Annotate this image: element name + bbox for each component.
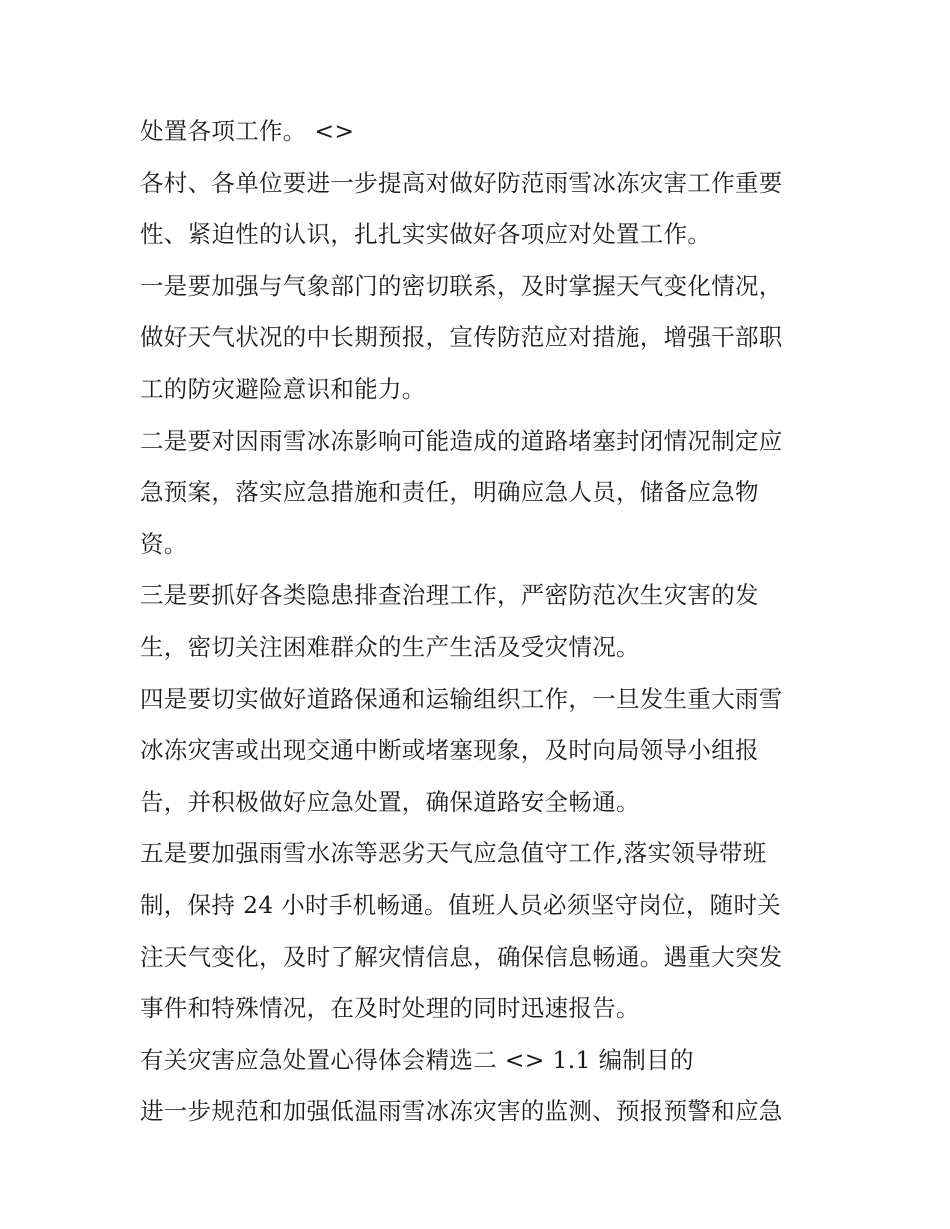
text-line: 五是要加强雨雪水冻等恶劣天气应急值守工作,落实领导带班 <box>140 839 767 868</box>
text-line: 一是要加强与气象部门的密切联系，及时掌握天气变化情况， <box>140 271 783 300</box>
text-line: 资。 <box>140 529 188 558</box>
text-line: 告，并积极做好应急处置，确保道路安全畅通。 <box>140 787 640 816</box>
text-line: 进一步规范和加强低温雨雪冰冻灾害的监测、预报预警和应急 <box>140 1097 783 1126</box>
text-line: 处置各项工作。 <> <box>140 117 355 145</box>
document-body <box>140 106 820 1138</box>
text-line: 工的防灾避险意识和能力。 <box>140 374 426 403</box>
text-line: 生，密切关注困难群众的生产生活及受灾情况。 <box>140 632 640 661</box>
text-line: 急预案，落实应急措施和责任，明确应急人员，储备应急物 <box>140 478 759 507</box>
text-line: 各村、各单位要进一步提高对做好防范雨雪冰冻灾害工作重要 <box>140 168 783 197</box>
text-line: 二是要对因雨雪冰冻影响可能造成的道路堵塞封闭情况制定应 <box>140 426 783 455</box>
text-line: 有关灾害应急处置心得体会精选二 <> 1.1 编制目的 <box>140 1045 694 1074</box>
text-line: 制，保持 24 小时手机畅通。值班人员必须坚守岗位，随时关 <box>140 890 782 919</box>
text-line: 冰冻灾害或出现交通中断或堵塞现象，及时向局领导小组报 <box>140 736 759 765</box>
text-line: 做好天气状况的中长期预报，宣传防范应对措施，增强干部职 <box>140 323 783 352</box>
text-line: 四是要切实做好道路保通和运输组织工作，一旦发生重大雨雪 <box>140 684 783 713</box>
text-line: 注天气变化，及时了解灾情信息，确保信息畅通。遇重大突发 <box>140 942 783 971</box>
text-line: 事件和特殊情况，在及时处理的同时迅速报告。 <box>140 994 640 1023</box>
text-line: 性、紧迫性的认识，扎扎实实做好各项应对处置工作。 <box>140 220 712 249</box>
text-line: 三是要抓好各类隐患排查治理工作，严密防范次生灾害的发 <box>140 581 759 610</box>
